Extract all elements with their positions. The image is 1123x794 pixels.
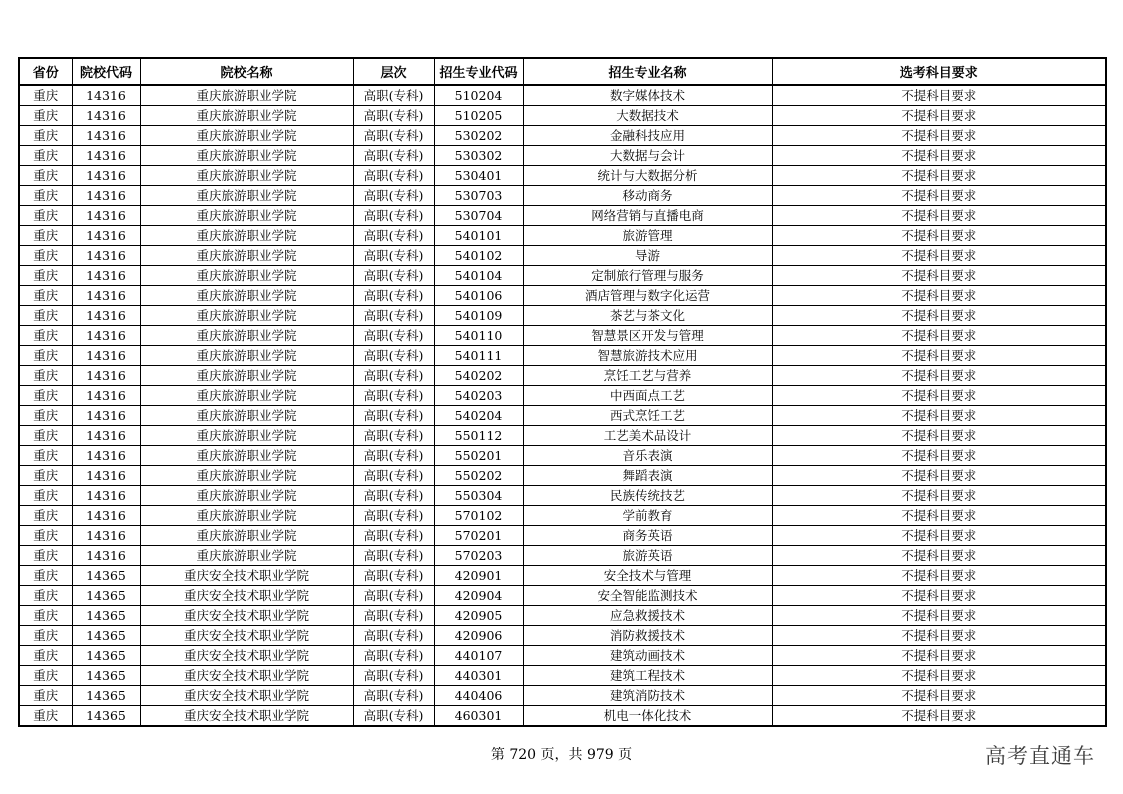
cell-level: 高职(专科) bbox=[353, 266, 434, 286]
cell-school-name: 重庆旅游职业学院 bbox=[140, 526, 353, 546]
table-header bbox=[19, 58, 1106, 85]
cell-school-name: 重庆旅游职业学院 bbox=[140, 226, 353, 246]
cell-major-name: 安全技术与管理 bbox=[523, 566, 772, 586]
cell-major-name: 大数据技术 bbox=[523, 106, 772, 126]
cell-province: 重庆 bbox=[19, 406, 72, 426]
cell-major-code: 540110 bbox=[434, 326, 523, 346]
cell-subject-requirement: 不提科目要求 bbox=[772, 106, 1106, 126]
admissions-table bbox=[18, 57, 1107, 727]
cell-province: 重庆 bbox=[19, 85, 72, 106]
cell-major-name: 金融科技应用 bbox=[523, 126, 772, 146]
page-number: 第 720 页，共 979 页 bbox=[490, 747, 633, 763]
header-row bbox=[19, 58, 1106, 85]
cell-school-code: 14316 bbox=[72, 206, 140, 226]
cell-major-name: 定制旅行管理与服务 bbox=[523, 266, 772, 286]
cell-level: 高职(专科) bbox=[353, 486, 434, 506]
table-row bbox=[19, 306, 1106, 326]
cell-province: 重庆 bbox=[19, 506, 72, 526]
table-row bbox=[19, 626, 1106, 646]
cell-major-name: 数字媒体技术 bbox=[523, 85, 772, 106]
cell-school-name: 重庆旅游职业学院 bbox=[140, 426, 353, 446]
watermark-logo-text: 高考直通车 bbox=[985, 744, 1095, 768]
cell-school-name: 重庆安全技术职业学院 bbox=[140, 686, 353, 706]
cell-school-name: 重庆旅游职业学院 bbox=[140, 186, 353, 206]
cell-province: 重庆 bbox=[19, 486, 72, 506]
cell-major-name: 工艺美术品设计 bbox=[523, 426, 772, 446]
cell-major-name: 安全智能监测技术 bbox=[523, 586, 772, 606]
cell-subject-requirement: 不提科目要求 bbox=[772, 326, 1106, 346]
cell-major-code: 460301 bbox=[434, 706, 523, 727]
cell-school-name: 重庆旅游职业学院 bbox=[140, 306, 353, 326]
table-row bbox=[19, 706, 1106, 727]
table-row bbox=[19, 586, 1106, 606]
cell-province: 重庆 bbox=[19, 466, 72, 486]
cell-major-name: 统计与大数据分析 bbox=[523, 166, 772, 186]
cell-major-code: 540204 bbox=[434, 406, 523, 426]
cell-level: 高职(专科) bbox=[353, 85, 434, 106]
cell-level: 高职(专科) bbox=[353, 506, 434, 526]
cell-subject-requirement: 不提科目要求 bbox=[772, 346, 1106, 366]
cell-subject-requirement: 不提科目要求 bbox=[772, 406, 1106, 426]
cell-subject-requirement: 不提科目要求 bbox=[772, 466, 1106, 486]
cell-major-name: 民族传统技艺 bbox=[523, 486, 772, 506]
cell-major-code: 540203 bbox=[434, 386, 523, 406]
cell-level: 高职(专科) bbox=[353, 586, 434, 606]
cell-level: 高职(专科) bbox=[353, 386, 434, 406]
cell-school-code: 14365 bbox=[72, 646, 140, 666]
cell-major-code: 550201 bbox=[434, 446, 523, 466]
cell-level: 高职(专科) bbox=[353, 166, 434, 186]
cell-major-name: 音乐表演 bbox=[523, 446, 772, 466]
cell-school-code: 14316 bbox=[72, 426, 140, 446]
cell-level: 高职(专科) bbox=[353, 346, 434, 366]
cell-school-code: 14316 bbox=[72, 386, 140, 406]
cell-province: 重庆 bbox=[19, 226, 72, 246]
cell-subject-requirement: 不提科目要求 bbox=[772, 266, 1106, 286]
cell-school-code: 14316 bbox=[72, 326, 140, 346]
cell-major-code: 510204 bbox=[434, 85, 523, 106]
cell-major-code: 540104 bbox=[434, 266, 523, 286]
cell-level: 高职(专科) bbox=[353, 606, 434, 626]
cell-major-code: 530703 bbox=[434, 186, 523, 206]
cell-major-name: 舞蹈表演 bbox=[523, 466, 772, 486]
cell-level: 高职(专科) bbox=[353, 286, 434, 306]
cell-school-name: 重庆安全技术职业学院 bbox=[140, 666, 353, 686]
cell-major-code: 540111 bbox=[434, 346, 523, 366]
column-header-major-name: 招生专业名称 bbox=[523, 58, 772, 85]
cell-school-code: 14316 bbox=[72, 286, 140, 306]
cell-major-code: 570203 bbox=[434, 546, 523, 566]
cell-major-name: 烹饪工艺与营养 bbox=[523, 366, 772, 386]
cell-school-name: 重庆旅游职业学院 bbox=[140, 85, 353, 106]
cell-province: 重庆 bbox=[19, 666, 72, 686]
cell-province: 重庆 bbox=[19, 126, 72, 146]
cell-major-name: 旅游英语 bbox=[523, 546, 772, 566]
cell-school-code: 14365 bbox=[72, 686, 140, 706]
cell-school-code: 14316 bbox=[72, 486, 140, 506]
cell-level: 高职(专科) bbox=[353, 646, 434, 666]
cell-province: 重庆 bbox=[19, 346, 72, 366]
cell-province: 重庆 bbox=[19, 706, 72, 727]
table-row bbox=[19, 206, 1106, 226]
cell-level: 高职(专科) bbox=[353, 326, 434, 346]
cell-level: 高职(专科) bbox=[353, 666, 434, 686]
table-row bbox=[19, 166, 1106, 186]
cell-subject-requirement: 不提科目要求 bbox=[772, 306, 1106, 326]
cell-school-code: 14365 bbox=[72, 706, 140, 727]
table-row bbox=[19, 446, 1106, 466]
table-row bbox=[19, 266, 1106, 286]
cell-level: 高职(专科) bbox=[353, 186, 434, 206]
cell-province: 重庆 bbox=[19, 326, 72, 346]
cell-province: 重庆 bbox=[19, 626, 72, 646]
table-row bbox=[19, 106, 1106, 126]
cell-school-name: 重庆旅游职业学院 bbox=[140, 546, 353, 566]
table-row bbox=[19, 126, 1106, 146]
cell-major-name: 旅游管理 bbox=[523, 226, 772, 246]
cell-subject-requirement: 不提科目要求 bbox=[772, 506, 1106, 526]
cell-school-code: 14365 bbox=[72, 566, 140, 586]
cell-school-name: 重庆旅游职业学院 bbox=[140, 266, 353, 286]
table-row bbox=[19, 426, 1106, 446]
cell-province: 重庆 bbox=[19, 186, 72, 206]
cell-school-code: 14316 bbox=[72, 346, 140, 366]
cell-school-name: 重庆安全技术职业学院 bbox=[140, 586, 353, 606]
cell-subject-requirement: 不提科目要求 bbox=[772, 686, 1106, 706]
cell-major-name: 西式烹饪工艺 bbox=[523, 406, 772, 426]
cell-major-code: 540109 bbox=[434, 306, 523, 326]
cell-major-name: 商务英语 bbox=[523, 526, 772, 546]
cell-subject-requirement: 不提科目要求 bbox=[772, 546, 1106, 566]
cell-major-code: 440107 bbox=[434, 646, 523, 666]
cell-school-code: 14316 bbox=[72, 226, 140, 246]
table-row bbox=[19, 546, 1106, 566]
cell-school-code: 14365 bbox=[72, 586, 140, 606]
cell-school-code: 14316 bbox=[72, 266, 140, 286]
cell-major-name: 建筑消防技术 bbox=[523, 686, 772, 706]
cell-major-name: 智慧旅游技术应用 bbox=[523, 346, 772, 366]
cell-province: 重庆 bbox=[19, 206, 72, 226]
cell-subject-requirement: 不提科目要求 bbox=[772, 626, 1106, 646]
cell-major-code: 530401 bbox=[434, 166, 523, 186]
cell-subject-requirement: 不提科目要求 bbox=[772, 85, 1106, 106]
cell-level: 高职(专科) bbox=[353, 686, 434, 706]
cell-school-name: 重庆旅游职业学院 bbox=[140, 246, 353, 266]
cell-school-code: 14316 bbox=[72, 166, 140, 186]
cell-subject-requirement: 不提科目要求 bbox=[772, 286, 1106, 306]
cell-school-name: 重庆旅游职业学院 bbox=[140, 386, 353, 406]
table-row bbox=[19, 85, 1106, 106]
column-header-level: 层次 bbox=[353, 58, 434, 85]
table-row bbox=[19, 486, 1106, 506]
cell-province: 重庆 bbox=[19, 166, 72, 186]
cell-province: 重庆 bbox=[19, 586, 72, 606]
cell-province: 重庆 bbox=[19, 306, 72, 326]
cell-major-code: 510205 bbox=[434, 106, 523, 126]
column-header-school-code: 院校代码 bbox=[72, 58, 140, 85]
cell-province: 重庆 bbox=[19, 646, 72, 666]
cell-subject-requirement: 不提科目要求 bbox=[772, 526, 1106, 546]
cell-subject-requirement: 不提科目要求 bbox=[772, 666, 1106, 686]
table-row bbox=[19, 326, 1106, 346]
cell-school-name: 重庆安全技术职业学院 bbox=[140, 646, 353, 666]
cell-province: 重庆 bbox=[19, 246, 72, 266]
cell-school-code: 14365 bbox=[72, 626, 140, 646]
cell-school-name: 重庆旅游职业学院 bbox=[140, 366, 353, 386]
cell-subject-requirement: 不提科目要求 bbox=[772, 206, 1106, 226]
cell-school-name: 重庆旅游职业学院 bbox=[140, 146, 353, 166]
cell-major-name: 机电一体化技术 bbox=[523, 706, 772, 727]
cell-major-code: 550202 bbox=[434, 466, 523, 486]
cell-level: 高职(专科) bbox=[353, 206, 434, 226]
cell-major-code: 550112 bbox=[434, 426, 523, 446]
table-row bbox=[19, 386, 1106, 406]
cell-school-name: 重庆旅游职业学院 bbox=[140, 126, 353, 146]
table-row bbox=[19, 606, 1106, 626]
cell-subject-requirement: 不提科目要求 bbox=[772, 446, 1106, 466]
cell-major-name: 移动商务 bbox=[523, 186, 772, 206]
cell-school-name: 重庆安全技术职业学院 bbox=[140, 606, 353, 626]
cell-level: 高职(专科) bbox=[353, 106, 434, 126]
cell-major-name: 建筑工程技术 bbox=[523, 666, 772, 686]
cell-major-code: 420901 bbox=[434, 566, 523, 586]
column-header-province: 省份 bbox=[19, 58, 72, 85]
cell-major-name: 中西面点工艺 bbox=[523, 386, 772, 406]
cell-subject-requirement: 不提科目要求 bbox=[772, 366, 1106, 386]
cell-school-code: 14316 bbox=[72, 526, 140, 546]
cell-school-name: 重庆旅游职业学院 bbox=[140, 406, 353, 426]
cell-subject-requirement: 不提科目要求 bbox=[772, 126, 1106, 146]
cell-level: 高职(专科) bbox=[353, 706, 434, 727]
cell-province: 重庆 bbox=[19, 546, 72, 566]
cell-school-name: 重庆旅游职业学院 bbox=[140, 106, 353, 126]
table-row bbox=[19, 186, 1106, 206]
table-row bbox=[19, 286, 1106, 306]
cell-major-code: 540102 bbox=[434, 246, 523, 266]
cell-level: 高职(专科) bbox=[353, 546, 434, 566]
cell-school-code: 14316 bbox=[72, 466, 140, 486]
cell-level: 高职(专科) bbox=[353, 466, 434, 486]
table-row bbox=[19, 526, 1106, 546]
cell-school-code: 14316 bbox=[72, 406, 140, 426]
cell-subject-requirement: 不提科目要求 bbox=[772, 246, 1106, 266]
cell-subject-requirement: 不提科目要求 bbox=[772, 646, 1106, 666]
cell-province: 重庆 bbox=[19, 606, 72, 626]
cell-subject-requirement: 不提科目要求 bbox=[772, 586, 1106, 606]
cell-school-name: 重庆安全技术职业学院 bbox=[140, 626, 353, 646]
cell-school-name: 重庆旅游职业学院 bbox=[140, 486, 353, 506]
cell-major-name: 建筑动画技术 bbox=[523, 646, 772, 666]
cell-subject-requirement: 不提科目要求 bbox=[772, 146, 1106, 166]
cell-subject-requirement: 不提科目要求 bbox=[772, 706, 1106, 727]
table-row bbox=[19, 246, 1106, 266]
column-header-major-code: 招生专业代码 bbox=[434, 58, 523, 85]
cell-level: 高职(专科) bbox=[353, 426, 434, 446]
cell-school-code: 14316 bbox=[72, 446, 140, 466]
cell-level: 高职(专科) bbox=[353, 446, 434, 466]
cell-major-code: 530704 bbox=[434, 206, 523, 226]
table-row bbox=[19, 646, 1106, 666]
cell-school-code: 14316 bbox=[72, 546, 140, 566]
cell-major-code: 440406 bbox=[434, 686, 523, 706]
cell-level: 高职(专科) bbox=[353, 146, 434, 166]
table-row bbox=[19, 146, 1106, 166]
cell-subject-requirement: 不提科目要求 bbox=[772, 566, 1106, 586]
cell-level: 高职(专科) bbox=[353, 626, 434, 646]
cell-school-code: 14316 bbox=[72, 85, 140, 106]
cell-major-code: 440301 bbox=[434, 666, 523, 686]
cell-province: 重庆 bbox=[19, 686, 72, 706]
cell-school-name: 重庆旅游职业学院 bbox=[140, 206, 353, 226]
cell-major-code: 570102 bbox=[434, 506, 523, 526]
cell-level: 高职(专科) bbox=[353, 226, 434, 246]
cell-major-name: 茶艺与茶文化 bbox=[523, 306, 772, 326]
cell-subject-requirement: 不提科目要求 bbox=[772, 426, 1106, 446]
table-row bbox=[19, 346, 1106, 366]
table-row bbox=[19, 466, 1106, 486]
cell-subject-requirement: 不提科目要求 bbox=[772, 386, 1106, 406]
cell-major-name: 网络营销与直播电商 bbox=[523, 206, 772, 226]
cell-major-code: 550304 bbox=[434, 486, 523, 506]
cell-major-name: 消防救援技术 bbox=[523, 626, 772, 646]
cell-level: 高职(专科) bbox=[353, 406, 434, 426]
cell-school-code: 14316 bbox=[72, 306, 140, 326]
cell-major-code: 570201 bbox=[434, 526, 523, 546]
cell-school-code: 14365 bbox=[72, 606, 140, 626]
table-row bbox=[19, 686, 1106, 706]
cell-school-code: 14316 bbox=[72, 146, 140, 166]
cell-major-name: 大数据与会计 bbox=[523, 146, 772, 166]
cell-subject-requirement: 不提科目要求 bbox=[772, 606, 1106, 626]
cell-subject-requirement: 不提科目要求 bbox=[772, 226, 1106, 246]
cell-school-name: 重庆旅游职业学院 bbox=[140, 506, 353, 526]
cell-major-code: 420905 bbox=[434, 606, 523, 626]
column-header-school-name: 院校名称 bbox=[140, 58, 353, 85]
cell-major-code: 540202 bbox=[434, 366, 523, 386]
cell-school-code: 14365 bbox=[72, 666, 140, 686]
cell-school-code: 14316 bbox=[72, 106, 140, 126]
table-row bbox=[19, 566, 1106, 586]
cell-school-code: 14316 bbox=[72, 366, 140, 386]
cell-level: 高职(专科) bbox=[353, 306, 434, 326]
table-row bbox=[19, 226, 1106, 246]
cell-province: 重庆 bbox=[19, 266, 72, 286]
cell-province: 重庆 bbox=[19, 146, 72, 166]
cell-major-code: 540106 bbox=[434, 286, 523, 306]
cell-major-code: 530202 bbox=[434, 126, 523, 146]
cell-school-name: 重庆旅游职业学院 bbox=[140, 346, 353, 366]
cell-major-name: 智慧景区开发与管理 bbox=[523, 326, 772, 346]
cell-school-name: 重庆旅游职业学院 bbox=[140, 326, 353, 346]
cell-level: 高职(专科) bbox=[353, 526, 434, 546]
cell-level: 高职(专科) bbox=[353, 246, 434, 266]
cell-school-code: 14316 bbox=[72, 246, 140, 266]
cell-province: 重庆 bbox=[19, 566, 72, 586]
column-header-subject-requirement: 选考科目要求 bbox=[772, 58, 1106, 85]
cell-major-name: 导游 bbox=[523, 246, 772, 266]
cell-major-name: 酒店管理与数字化运营 bbox=[523, 286, 772, 306]
cell-school-name: 重庆旅游职业学院 bbox=[140, 466, 353, 486]
cell-major-name: 应急救援技术 bbox=[523, 606, 772, 626]
cell-province: 重庆 bbox=[19, 106, 72, 126]
cell-level: 高职(专科) bbox=[353, 126, 434, 146]
cell-major-code: 420906 bbox=[434, 626, 523, 646]
cell-province: 重庆 bbox=[19, 446, 72, 466]
cell-subject-requirement: 不提科目要求 bbox=[772, 186, 1106, 206]
cell-major-name: 学前教育 bbox=[523, 506, 772, 526]
cell-major-code: 420904 bbox=[434, 586, 523, 606]
cell-subject-requirement: 不提科目要求 bbox=[772, 166, 1106, 186]
table-body bbox=[19, 85, 1106, 726]
cell-level: 高职(专科) bbox=[353, 566, 434, 586]
cell-level: 高职(专科) bbox=[353, 366, 434, 386]
cell-major-code: 540101 bbox=[434, 226, 523, 246]
table-row bbox=[19, 406, 1106, 426]
table-row bbox=[19, 666, 1106, 686]
cell-province: 重庆 bbox=[19, 366, 72, 386]
cell-school-name: 重庆旅游职业学院 bbox=[140, 166, 353, 186]
cell-subject-requirement: 不提科目要求 bbox=[772, 486, 1106, 506]
cell-school-name: 重庆安全技术职业学院 bbox=[140, 706, 353, 727]
table-row bbox=[19, 366, 1106, 386]
cell-school-code: 14316 bbox=[72, 126, 140, 146]
cell-school-code: 14316 bbox=[72, 506, 140, 526]
cell-school-name: 重庆旅游职业学院 bbox=[140, 446, 353, 466]
cell-major-code: 530302 bbox=[434, 146, 523, 166]
cell-province: 重庆 bbox=[19, 286, 72, 306]
cell-school-code: 14316 bbox=[72, 186, 140, 206]
table-row bbox=[19, 506, 1106, 526]
cell-province: 重庆 bbox=[19, 526, 72, 546]
cell-province: 重庆 bbox=[19, 386, 72, 406]
cell-province: 重庆 bbox=[19, 426, 72, 446]
cell-school-name: 重庆安全技术职业学院 bbox=[140, 566, 353, 586]
cell-school-name: 重庆旅游职业学院 bbox=[140, 286, 353, 306]
